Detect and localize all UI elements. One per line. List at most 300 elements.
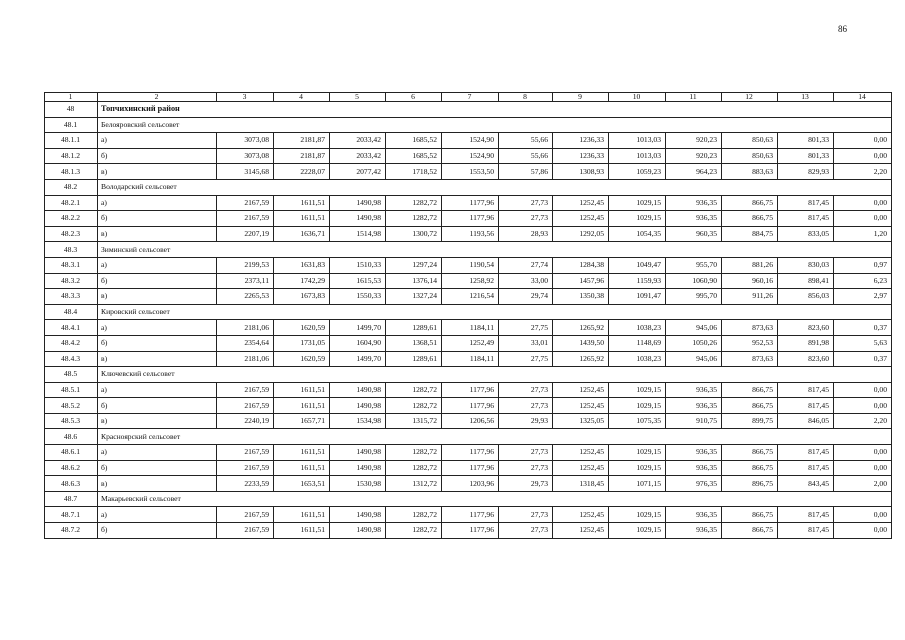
value-cell: 801,33: [778, 148, 834, 164]
value-cell: 936,35: [666, 382, 722, 398]
settlement-name: Белояровский сельсовет: [98, 117, 892, 133]
value-cell: 1282,72: [386, 445, 442, 461]
column-number: 11: [666, 93, 722, 102]
row-sub-item: в): [98, 164, 217, 180]
value-cell: 1530,98: [330, 476, 386, 492]
row-sub-item: а): [98, 382, 217, 398]
value-cell: 1282,72: [386, 211, 442, 227]
value-cell: 1620,59: [274, 320, 330, 336]
table-row: [45, 335, 892, 351]
value-cell: 976,35: [666, 476, 722, 492]
value-cell: 830,03: [778, 257, 834, 273]
value-cell: 801,33: [778, 133, 834, 149]
value-cell: 1282,72: [386, 460, 442, 476]
value-cell: 1236,33: [553, 148, 609, 164]
row-sub-item: а): [98, 320, 217, 336]
row-code: 48.3.1: [45, 257, 98, 273]
value-cell: 5,63: [834, 335, 892, 351]
value-cell: 1252,45: [553, 382, 609, 398]
value-cell: 27,74: [499, 257, 553, 273]
value-cell: 1653,51: [274, 476, 330, 492]
value-cell: 850,63: [722, 133, 778, 149]
table-row: [45, 351, 892, 367]
value-cell: 1029,15: [609, 211, 666, 227]
row-code: 48: [45, 102, 98, 118]
row-code: 48.5: [45, 367, 98, 383]
value-cell: 936,35: [666, 398, 722, 414]
value-cell: 866,75: [722, 523, 778, 539]
value-cell: 884,75: [722, 226, 778, 242]
value-cell: 1289,61: [386, 320, 442, 336]
settlement-row: [45, 367, 892, 383]
value-cell: 2181,06: [217, 351, 274, 367]
value-cell: 2207,19: [217, 226, 274, 242]
value-cell: 27,73: [499, 398, 553, 414]
row-code: 48.4: [45, 304, 98, 320]
value-cell: 1203,96: [442, 476, 499, 492]
value-cell: 817,45: [778, 445, 834, 461]
value-cell: 866,75: [722, 382, 778, 398]
value-cell: 1685,52: [386, 133, 442, 149]
value-cell: 2167,59: [217, 211, 274, 227]
value-cell: 866,75: [722, 398, 778, 414]
settlement-row: [45, 242, 892, 258]
table-row: [45, 164, 892, 180]
row-code: 48.1.1: [45, 133, 98, 149]
value-cell: 2,20: [834, 413, 892, 429]
settlement-row: [45, 179, 892, 195]
value-cell: 873,63: [722, 351, 778, 367]
value-cell: 1731,05: [274, 335, 330, 351]
value-cell: 1177,96: [442, 507, 499, 523]
table-row: [45, 257, 892, 273]
value-cell: 1282,72: [386, 382, 442, 398]
value-cell: 1673,83: [274, 289, 330, 305]
value-cell: 1050,26: [666, 335, 722, 351]
value-cell: 945,06: [666, 351, 722, 367]
row-sub-item: б): [98, 398, 217, 414]
column-number: 12: [722, 93, 778, 102]
row-code: 48.2.3: [45, 226, 98, 242]
value-cell: 1091,47: [609, 289, 666, 305]
value-cell: 1439,50: [553, 335, 609, 351]
row-sub-item: а): [98, 133, 217, 149]
value-cell: 856,03: [778, 289, 834, 305]
value-cell: 0,00: [834, 195, 892, 211]
value-cell: 1604,90: [330, 335, 386, 351]
settlement-name: Володарский сельсовет: [98, 179, 892, 195]
value-cell: 1325,05: [553, 413, 609, 429]
value-cell: 1510,33: [330, 257, 386, 273]
value-cell: 2167,59: [217, 507, 274, 523]
value-cell: 1297,24: [386, 257, 442, 273]
value-cell: 29,73: [499, 476, 553, 492]
value-cell: 1054,35: [609, 226, 666, 242]
row-code: 48.2.2: [45, 211, 98, 227]
value-cell: 936,35: [666, 507, 722, 523]
row-sub-item: б): [98, 460, 217, 476]
value-cell: 1350,38: [553, 289, 609, 305]
value-cell: 28,93: [499, 226, 553, 242]
value-cell: 33,01: [499, 335, 553, 351]
row-sub-item: б): [98, 523, 217, 539]
value-cell: 1193,56: [442, 226, 499, 242]
column-number: 9: [553, 93, 609, 102]
page-number: 86: [838, 24, 847, 34]
settlement-row: [45, 429, 892, 445]
column-number: 3: [217, 93, 274, 102]
value-cell: 936,35: [666, 445, 722, 461]
settlement-name: Макарьевский сельсовет: [98, 491, 892, 507]
settlement-row: [45, 304, 892, 320]
value-cell: 1490,98: [330, 523, 386, 539]
value-cell: 936,35: [666, 211, 722, 227]
value-cell: 1282,72: [386, 507, 442, 523]
row-sub-item: б): [98, 148, 217, 164]
value-cell: 2,97: [834, 289, 892, 305]
value-cell: 2033,42: [330, 148, 386, 164]
value-cell: 27,73: [499, 507, 553, 523]
value-cell: 0,00: [834, 148, 892, 164]
value-cell: 0,37: [834, 320, 892, 336]
value-cell: 0,00: [834, 398, 892, 414]
table-body: [45, 93, 892, 539]
row-sub-item: в): [98, 351, 217, 367]
value-cell: 1177,96: [442, 460, 499, 476]
value-cell: 866,75: [722, 445, 778, 461]
value-cell: 2077,42: [330, 164, 386, 180]
table-row: [45, 523, 892, 539]
value-cell: 1490,98: [330, 445, 386, 461]
value-cell: 27,73: [499, 460, 553, 476]
value-cell: 817,45: [778, 398, 834, 414]
value-cell: 2265,53: [217, 289, 274, 305]
value-cell: 1308,93: [553, 164, 609, 180]
value-cell: 866,75: [722, 211, 778, 227]
value-cell: 2167,59: [217, 460, 274, 476]
value-cell: 1457,96: [553, 273, 609, 289]
value-cell: 960,35: [666, 226, 722, 242]
value-cell: 2181,87: [274, 133, 330, 149]
value-cell: 27,73: [499, 211, 553, 227]
row-sub-item: в): [98, 289, 217, 305]
value-cell: 1252,45: [553, 211, 609, 227]
value-cell: 1029,15: [609, 195, 666, 211]
value-cell: 1282,72: [386, 398, 442, 414]
value-cell: 995,70: [666, 289, 722, 305]
value-cell: 1292,05: [553, 226, 609, 242]
value-cell: 33,00: [499, 273, 553, 289]
table-row: [45, 226, 892, 242]
value-cell: 823,60: [778, 351, 834, 367]
row-code: 48.4.2: [45, 335, 98, 351]
value-cell: 1524,90: [442, 133, 499, 149]
value-cell: 0,00: [834, 523, 892, 539]
value-cell: 1075,35: [609, 413, 666, 429]
value-cell: 1013,03: [609, 133, 666, 149]
value-cell: 817,45: [778, 523, 834, 539]
value-cell: 1611,51: [274, 460, 330, 476]
value-cell: 2233,59: [217, 476, 274, 492]
value-cell: 2228,07: [274, 164, 330, 180]
value-cell: 1029,15: [609, 507, 666, 523]
row-code: 48.5.2: [45, 398, 98, 414]
table-row: [45, 289, 892, 305]
value-cell: 1038,23: [609, 351, 666, 367]
value-cell: 0,37: [834, 351, 892, 367]
value-cell: 1216,54: [442, 289, 499, 305]
value-cell: 936,35: [666, 195, 722, 211]
column-number-row: [45, 93, 892, 102]
value-cell: 1060,90: [666, 273, 722, 289]
row-sub-item: в): [98, 476, 217, 492]
value-cell: 1611,51: [274, 382, 330, 398]
value-cell: 2240,19: [217, 413, 274, 429]
value-cell: 1,20: [834, 226, 892, 242]
value-cell: 1514,98: [330, 226, 386, 242]
settlement-name: Красноярский сельсовет: [98, 429, 892, 445]
row-code: 48.6.2: [45, 460, 98, 476]
column-number: 8: [499, 93, 553, 102]
value-cell: 891,98: [778, 335, 834, 351]
value-cell: 911,26: [722, 289, 778, 305]
value-cell: 1718,52: [386, 164, 442, 180]
value-cell: 27,73: [499, 445, 553, 461]
value-cell: 898,41: [778, 273, 834, 289]
row-code: 48.2.1: [45, 195, 98, 211]
value-cell: 1284,38: [553, 257, 609, 273]
value-cell: 1252,45: [553, 398, 609, 414]
value-cell: 843,45: [778, 476, 834, 492]
value-cell: 27,75: [499, 351, 553, 367]
value-cell: 881,26: [722, 257, 778, 273]
row-sub-item: а): [98, 507, 217, 523]
column-number: 14: [834, 93, 892, 102]
value-cell: 833,05: [778, 226, 834, 242]
row-code: 48.4.3: [45, 351, 98, 367]
row-code: 48.7: [45, 491, 98, 507]
value-cell: 1490,98: [330, 507, 386, 523]
value-cell: 1611,51: [274, 195, 330, 211]
value-cell: 27,73: [499, 382, 553, 398]
settlement-name: Зиминский сельсовет: [98, 242, 892, 258]
value-cell: 2354,64: [217, 335, 274, 351]
value-cell: 1553,50: [442, 164, 499, 180]
value-cell: 955,70: [666, 257, 722, 273]
value-cell: 1059,23: [609, 164, 666, 180]
value-cell: 910,75: [666, 413, 722, 429]
value-cell: 2,20: [834, 164, 892, 180]
table-row: [45, 413, 892, 429]
tariff-table: [44, 92, 892, 539]
table-row: [45, 195, 892, 211]
row-code: 48.7.2: [45, 523, 98, 539]
value-cell: 1206,56: [442, 413, 499, 429]
value-cell: 1029,15: [609, 382, 666, 398]
value-cell: 1177,96: [442, 382, 499, 398]
value-cell: 1657,71: [274, 413, 330, 429]
table-row: [45, 507, 892, 523]
table-row: [45, 148, 892, 164]
column-number: 4: [274, 93, 330, 102]
value-cell: 29,74: [499, 289, 553, 305]
value-cell: 2199,53: [217, 257, 274, 273]
value-cell: 850,63: [722, 148, 778, 164]
value-cell: 964,23: [666, 164, 722, 180]
row-sub-item: б): [98, 273, 217, 289]
value-cell: 1611,51: [274, 398, 330, 414]
value-cell: 1490,98: [330, 211, 386, 227]
value-cell: 57,86: [499, 164, 553, 180]
value-cell: 1315,72: [386, 413, 442, 429]
settlement-name: Ключевский сельсовет: [98, 367, 892, 383]
value-cell: 936,35: [666, 523, 722, 539]
value-cell: 1252,45: [553, 195, 609, 211]
value-cell: 2373,11: [217, 273, 274, 289]
value-cell: 1013,03: [609, 148, 666, 164]
value-cell: 1265,92: [553, 351, 609, 367]
value-cell: 1611,51: [274, 445, 330, 461]
value-cell: 817,45: [778, 195, 834, 211]
value-cell: 1252,45: [553, 460, 609, 476]
value-cell: 1252,45: [553, 523, 609, 539]
column-number: 10: [609, 93, 666, 102]
value-cell: 1148,69: [609, 335, 666, 351]
value-cell: 1742,29: [274, 273, 330, 289]
table-row: [45, 398, 892, 414]
value-cell: 817,45: [778, 211, 834, 227]
value-cell: 1312,72: [386, 476, 442, 492]
value-cell: 883,63: [722, 164, 778, 180]
value-cell: 29,93: [499, 413, 553, 429]
row-code: 48.2: [45, 179, 98, 195]
value-cell: 0,97: [834, 257, 892, 273]
settlement-row: [45, 491, 892, 507]
value-cell: 27,73: [499, 523, 553, 539]
row-sub-item: в): [98, 226, 217, 242]
column-number: 6: [386, 93, 442, 102]
value-cell: 2167,59: [217, 398, 274, 414]
table-row: [45, 382, 892, 398]
row-sub-item: б): [98, 335, 217, 351]
value-cell: 1620,59: [274, 351, 330, 367]
value-cell: 1685,52: [386, 148, 442, 164]
value-cell: 823,60: [778, 320, 834, 336]
column-number: 5: [330, 93, 386, 102]
settlement-row: [45, 117, 892, 133]
value-cell: 1252,45: [553, 507, 609, 523]
value-cell: 1029,15: [609, 398, 666, 414]
value-cell: 1327,24: [386, 289, 442, 305]
value-cell: 3073,08: [217, 148, 274, 164]
value-cell: 55,66: [499, 133, 553, 149]
value-cell: 1524,90: [442, 148, 499, 164]
value-cell: 1177,96: [442, 523, 499, 539]
value-cell: 1318,45: [553, 476, 609, 492]
value-cell: 2167,59: [217, 195, 274, 211]
column-number: 13: [778, 93, 834, 102]
value-cell: 0,00: [834, 211, 892, 227]
value-cell: 2167,59: [217, 523, 274, 539]
value-cell: 1236,33: [553, 133, 609, 149]
row-code: 48.1.3: [45, 164, 98, 180]
value-cell: 1282,72: [386, 523, 442, 539]
value-cell: 0,00: [834, 133, 892, 149]
value-cell: 866,75: [722, 460, 778, 476]
value-cell: 2167,59: [217, 445, 274, 461]
value-cell: 817,45: [778, 382, 834, 398]
value-cell: 1490,98: [330, 382, 386, 398]
value-cell: 1499,70: [330, 351, 386, 367]
value-cell: 829,93: [778, 164, 834, 180]
table-row: [45, 133, 892, 149]
value-cell: 1190,54: [442, 257, 499, 273]
value-cell: 0,00: [834, 507, 892, 523]
value-cell: 1049,47: [609, 257, 666, 273]
value-cell: 1265,92: [553, 320, 609, 336]
value-cell: 945,06: [666, 320, 722, 336]
value-cell: 1490,98: [330, 398, 386, 414]
value-cell: 1550,33: [330, 289, 386, 305]
value-cell: 3145,68: [217, 164, 274, 180]
value-cell: 866,75: [722, 195, 778, 211]
value-cell: 899,75: [722, 413, 778, 429]
value-cell: 873,63: [722, 320, 778, 336]
value-cell: 936,35: [666, 460, 722, 476]
column-number: 2: [98, 93, 217, 102]
value-cell: 1300,72: [386, 226, 442, 242]
value-cell: 1258,92: [442, 273, 499, 289]
district-row: [45, 102, 892, 118]
value-cell: 1029,15: [609, 523, 666, 539]
value-cell: 0,00: [834, 382, 892, 398]
row-sub-item: б): [98, 211, 217, 227]
value-cell: 1611,51: [274, 523, 330, 539]
value-cell: 2167,59: [217, 382, 274, 398]
value-cell: 846,05: [778, 413, 834, 429]
row-sub-item: в): [98, 413, 217, 429]
column-number: 7: [442, 93, 499, 102]
value-cell: 2181,87: [274, 148, 330, 164]
value-cell: 1376,14: [386, 273, 442, 289]
value-cell: 1282,72: [386, 195, 442, 211]
value-cell: 1177,96: [442, 398, 499, 414]
value-cell: 1071,15: [609, 476, 666, 492]
value-cell: 1636,71: [274, 226, 330, 242]
value-cell: 1490,98: [330, 195, 386, 211]
row-sub-item: а): [98, 257, 217, 273]
value-cell: 1184,11: [442, 351, 499, 367]
row-sub-item: а): [98, 445, 217, 461]
row-code: 48.1.2: [45, 148, 98, 164]
table-row: [45, 211, 892, 227]
row-code: 48.3.3: [45, 289, 98, 305]
value-cell: 6,23: [834, 273, 892, 289]
value-cell: 896,75: [722, 476, 778, 492]
row-code: 48.6.1: [45, 445, 98, 461]
value-cell: 2033,42: [330, 133, 386, 149]
district-name: Топчихинский район: [98, 102, 892, 118]
table-row: [45, 476, 892, 492]
value-cell: 55,66: [499, 148, 553, 164]
value-cell: 0,00: [834, 445, 892, 461]
value-cell: 920,23: [666, 148, 722, 164]
value-cell: 2181,06: [217, 320, 274, 336]
value-cell: 1252,45: [553, 445, 609, 461]
value-cell: 0,00: [834, 460, 892, 476]
value-cell: 1615,53: [330, 273, 386, 289]
value-cell: 1611,51: [274, 211, 330, 227]
